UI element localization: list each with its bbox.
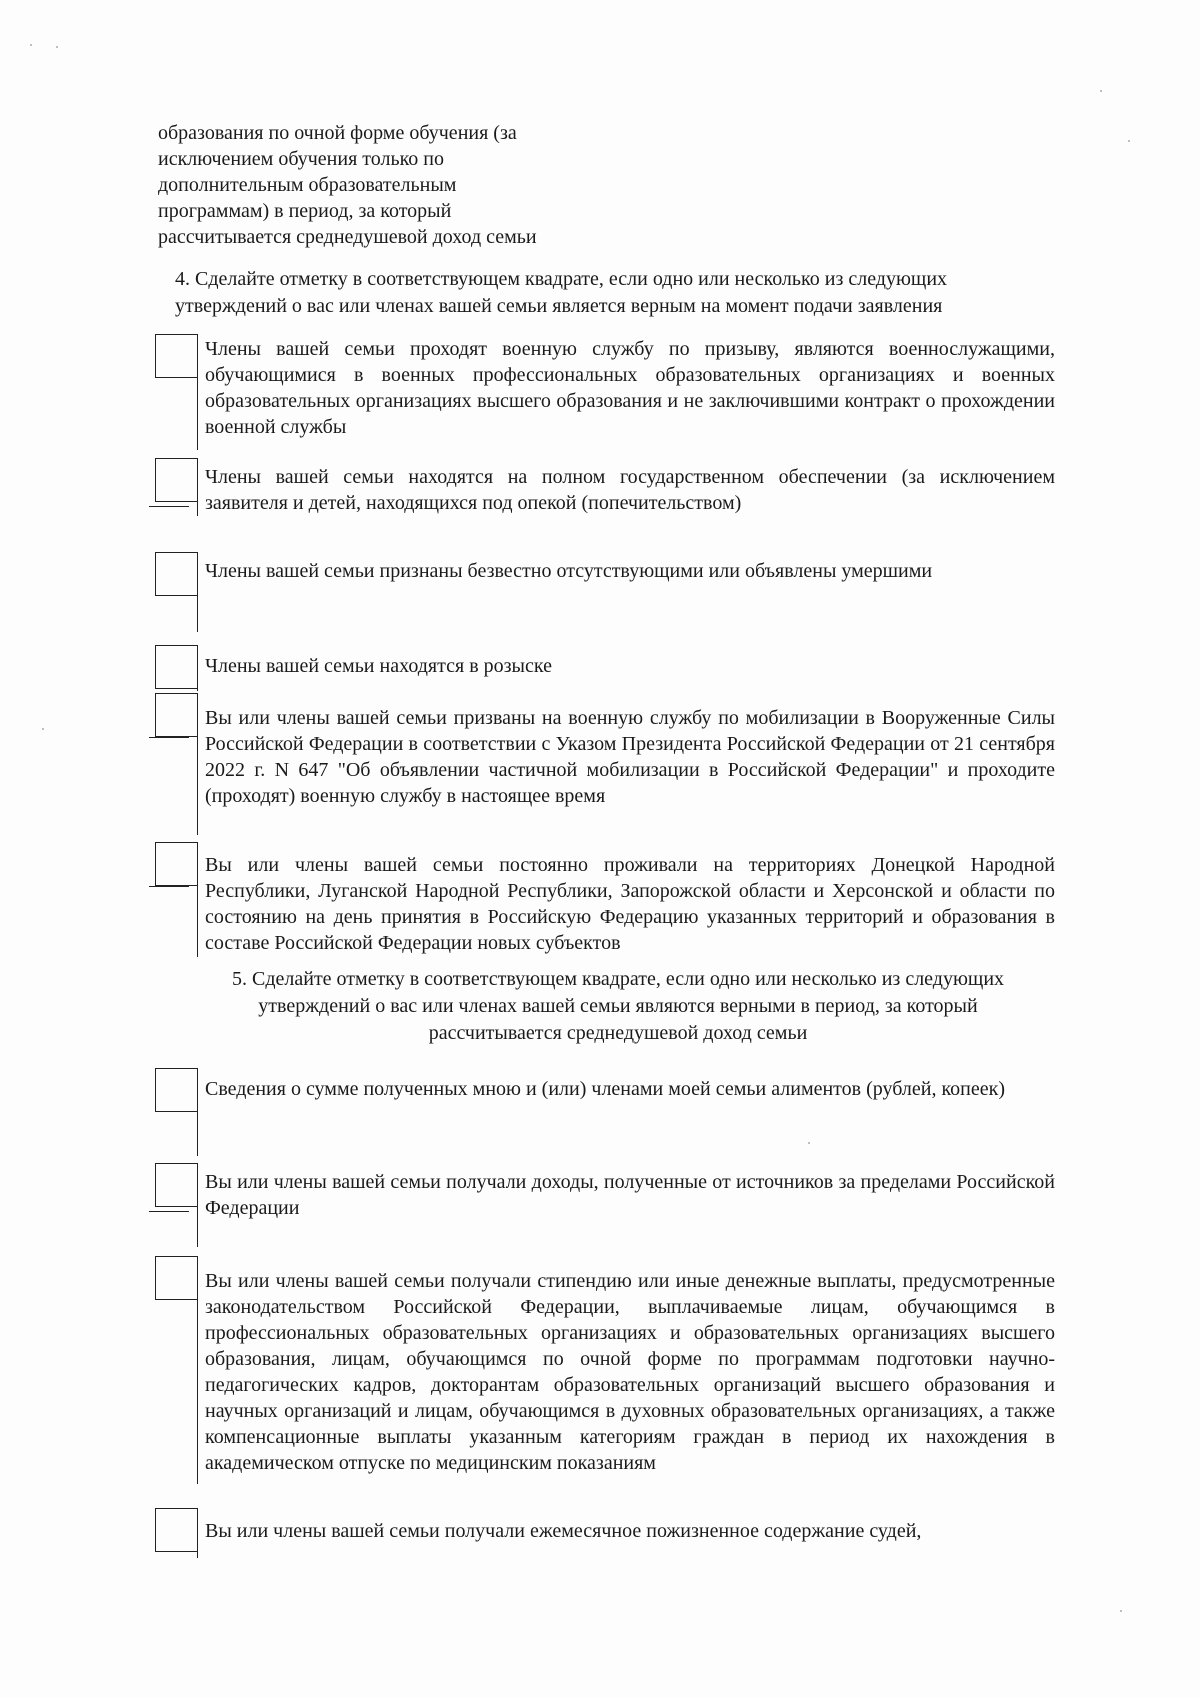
section-4-item-2 xyxy=(155,458,1055,518)
section-4-item-5 xyxy=(155,693,1055,835)
item-text: Сведения о сумме полученных мною и (или) членами моей семьи алиментов (рублей, копеек) xyxy=(205,1078,1005,1100)
divider-line xyxy=(197,552,198,632)
checkbox[interactable] xyxy=(155,458,197,502)
section-4-item-3 xyxy=(155,552,1055,632)
section-4-heading: 4. Сделайте отметку в соответствующем квадрате, если одно или несколько из следующих утверждений о вас или членах вашей семьи является верным на момент подачи заявления xyxy=(175,268,948,317)
section-5-item-2 xyxy=(155,1163,1055,1247)
item-text: Вы или члены вашей семьи призваны на военную службу по мобилизации в Вооруженные Силы Российской Федерации в соответствии с Указом Президента Российской Федерации от 21 сентября 2022 г. N 647 "Об объявлении частичной мобилизации в Российской Федерации" и проходите (проходят) военную службу в настоящее время xyxy=(205,707,1055,807)
item-text: Члены вашей семьи проходят военную службу по призыву, являются военнослужащими, обучающимися в военных профессиональных образовательных организациях и военных образовательных организациях высшего образования и не заключившими контракт о прохождении военной службы xyxy=(205,338,1055,438)
item-text: Члены вашей семьи находятся на полном государственном обеспечении (за исключением заявителя и детей, находящихся под опекой (попечительством) xyxy=(205,466,1055,514)
divider-line xyxy=(197,693,198,835)
divider-line xyxy=(197,1068,198,1156)
section-4-item-1 xyxy=(155,334,1055,450)
divider-line xyxy=(197,334,198,450)
section-5-item-4 xyxy=(155,1508,1055,1558)
item-text: Вы или члены вашей семьи получали стипендию или иные денежные выплаты, предусмотренные законодательством Российской Федерации, выплачиваемые лицам, обучающимся в профессиональных образовательных организациях и образовательных организациях высшего образования, лицам, обучающимся по очной форме по программам подготовки научно-педагогических кадров, докторантам образовательных организаций высшего образования и научных организаций и лицам, обучающимся в духовных образовательных организациях, а также компенсационные выплаты указанным категориям граждан в период их нахождения в академическом отпуске по медицинским показаниям xyxy=(205,1270,1055,1474)
checkbox[interactable] xyxy=(155,1256,197,1300)
scan-speck xyxy=(1100,90,1102,92)
divider-line xyxy=(149,886,189,887)
scan-speck xyxy=(1120,1610,1122,1612)
divider-line xyxy=(197,458,198,516)
divider-line xyxy=(149,737,189,738)
scan-speck xyxy=(30,44,32,46)
checkbox[interactable] xyxy=(155,334,197,378)
item-text: Вы или члены вашей семьи постоянно проживали на территориях Донецкой Народной Республики, Луганской Народной Республики, Запорожской области и Херсонской и области по состоянию на день принятия в Российскую Федерацию указанных территорий и образования в составе Российской Федерации новых субъектов xyxy=(205,854,1055,954)
item-text: Члены вашей семьи признаны безвестно отсутствующими или объявлены умершими xyxy=(205,560,933,582)
intro-paragraph: образования по очной форме обучения (за исключением обучения только по дополнительным образовательным программам) в период, за который рассчитывается среднедушевой доход семьи xyxy=(158,122,537,248)
section-5-heading-line-1: 5. Сделайте отметку в соответствующем квадрате, если одно или несколько из следующих xyxy=(231,968,1005,990)
scan-speck xyxy=(1128,140,1130,142)
divider-line xyxy=(197,645,198,691)
section-5-item-1 xyxy=(155,1068,1055,1156)
divider-line xyxy=(149,1211,189,1212)
section-5-heading-line-2: утверждений о вас или членах вашей семьи являются верными в период, за который xyxy=(258,995,978,1017)
divider-line xyxy=(197,1163,198,1247)
checkbox[interactable] xyxy=(155,552,197,596)
checkbox[interactable] xyxy=(155,1163,197,1207)
section-4-item-4 xyxy=(155,645,1055,691)
item-text: Вы или члены вашей семьи получали ежемесячное пожизненное содержание судей, xyxy=(205,1520,922,1542)
section-5-heading-line-3: рассчитывается среднедушевой доход семьи xyxy=(428,1022,808,1044)
item-text: Члены вашей семьи находятся в розыске xyxy=(205,655,552,677)
divider-line xyxy=(197,1256,198,1484)
section-5-item-3 xyxy=(155,1256,1055,1484)
scan-speck xyxy=(56,46,58,48)
checkbox[interactable] xyxy=(155,842,197,886)
divider-line xyxy=(197,842,198,957)
checkbox[interactable] xyxy=(155,1068,197,1112)
checkbox[interactable] xyxy=(155,1508,197,1552)
scan-speck xyxy=(808,1142,810,1144)
scan-speck xyxy=(42,728,44,730)
item-text: Вы или члены вашей семьи получали доходы, полученные от источников за пределами Российской Федерации xyxy=(205,1171,1055,1219)
checkbox[interactable] xyxy=(155,645,197,689)
divider-line xyxy=(197,1508,198,1558)
checkbox[interactable] xyxy=(155,693,197,737)
section-4-item-6 xyxy=(155,842,1055,957)
divider-line xyxy=(149,506,189,507)
section-5-heading xyxy=(178,966,1058,1047)
